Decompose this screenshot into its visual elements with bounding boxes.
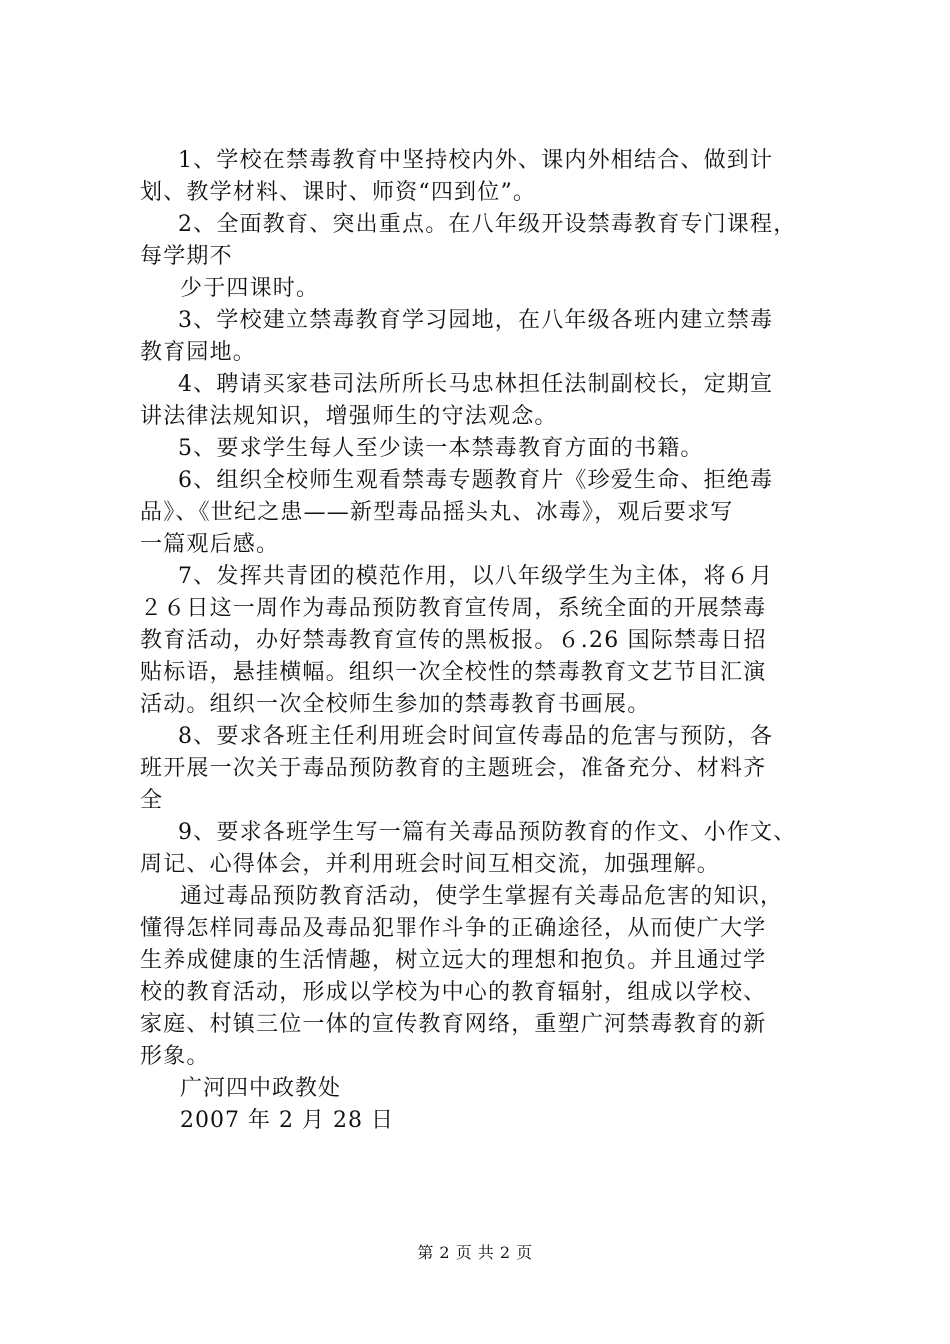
text-line: 9、要求各班学生写一篇有关毒品预防教育的作文、小作文、 xyxy=(178,820,797,845)
paragraph-3 xyxy=(140,305,830,369)
text-line: 家庭、村镇三位一体的宣传教育网络，重塑广河禁毒教育的新 xyxy=(140,1012,767,1037)
text-line: 品》、《世纪之患——新型毒品摇头丸、冰毒》，观后要求写 xyxy=(140,500,734,525)
paragraph-6 xyxy=(140,465,830,561)
signature-date: 2007 年 2 月 28 日 xyxy=(180,1108,394,1133)
text-line: 周记、心得体会，并利用班会时间互相交流，加强理解。 xyxy=(140,852,721,877)
paragraph-1 xyxy=(140,145,830,209)
paragraph-7 xyxy=(140,561,830,721)
text-line: 教育活动，办好禁毒教育宣传的黑板报。６.26 国际禁毒日招 xyxy=(140,628,767,653)
text-line: 班开展一次关于毒品预防教育的主题班会，准备充分、材料齐 xyxy=(140,756,767,781)
text-line: ２６日这一周作为毒品预防教育宣传周，系统全面的开展禁毒 xyxy=(140,596,767,621)
text-line: 每学期不 xyxy=(140,244,233,269)
text-line: 懂得怎样同毒品及毒品犯罪作斗争的正确途径，从而使广大学 xyxy=(140,916,767,941)
paragraph-2 xyxy=(140,209,830,305)
text-line: 2、全面教育、突出重点。在八年级开设禁毒教育专门课程， xyxy=(178,212,797,237)
text-line: 划、教学材料、课时、师资“四到位”。 xyxy=(140,180,537,205)
text-line: 8、要求各班主任利用班会时间宣传毒品的危害与预防，各 xyxy=(178,724,774,749)
text-line: 校的教育活动，形成以学校为中心的教育辐射，组成以学校、 xyxy=(140,980,767,1005)
text-line: 活动。组织一次全校师生参加的禁毒教育书画展。 xyxy=(140,692,651,717)
text-line: 形象。 xyxy=(140,1044,210,1069)
text-line: 全 xyxy=(140,788,164,813)
text-line: 1、学校在禁毒教育中坚持校内外、课内外相结合、做到计 xyxy=(178,148,774,173)
text-line: 通过毒品预防教育活动，使学生掌握有关毒品危害的知识， xyxy=(180,884,784,909)
text-line: 6、组织全校师生观看禁毒专题教育片《珍爱生命、拒绝毒 xyxy=(178,468,774,493)
paragraph-10 xyxy=(140,881,830,1073)
paragraph-4 xyxy=(140,369,830,433)
text-line: 生养成健康的生活情趣，树立远大的理想和抱负。并且通过学 xyxy=(140,948,767,973)
text-line: 4、聘请买家巷司法所所长马忠林担任法制副校长，定期宣 xyxy=(178,372,774,397)
text-line: 少于四课时。 xyxy=(180,276,320,301)
signature-org: 广河四中政教处 xyxy=(180,1076,342,1101)
signature-block xyxy=(140,1073,830,1137)
text-line: 7、发挥共青团的模范作用，以八年级学生为主体，将６月 xyxy=(178,564,774,589)
text-line: 讲法律法规知识，增强师生的守法观念。 xyxy=(140,404,558,429)
paragraph-8 xyxy=(140,721,830,817)
text-line: 一篇观后感。 xyxy=(140,532,280,557)
paragraph-9 xyxy=(140,817,830,881)
document-body xyxy=(140,145,830,1137)
paragraph-5 xyxy=(140,433,830,465)
text-line: 5、要求学生每人至少读一本禁毒教育方面的书籍。 xyxy=(178,436,704,461)
text-line: 3、学校建立禁毒教育学习园地，在八年级各班内建立禁毒 xyxy=(178,308,774,333)
text-line: 贴标语，悬挂横幅。组织一次全校性的禁毒教育文艺节目汇演 xyxy=(140,660,767,685)
text-line: 教育园地。 xyxy=(140,340,257,365)
page-footer: 第 2 页 共 2 页 xyxy=(417,1243,533,1262)
